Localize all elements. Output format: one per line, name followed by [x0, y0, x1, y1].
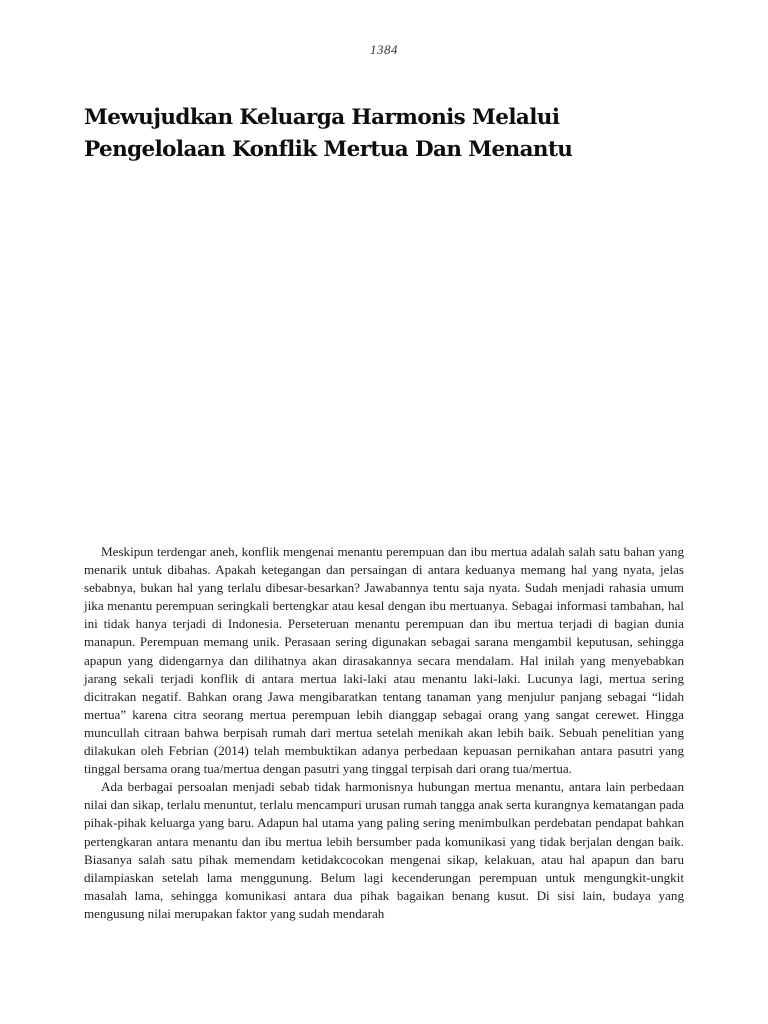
article-body: [84, 543, 684, 923]
paragraph-1: Meskipun terdengar aneh, konflik mengenai menantu perempuan dan ibu mertua adalah salah satu bahan yang menarik untuk dibahas. Apakah ketegangan dan persaingan di antara keduanya memang hal yang nyata, jelas sebabnya, bukan hal yang terlalu dibesar-besarkan? Jawabannya tentu saja nyata. Sudah menjadi rahasia umum jika menantu perempuan seringkali bertengkar atau kesal dengan ibu mertuanya. Sebagai informasi tambahan, hal ini tidak hanya terjadi di Indonesia. Perseteruan menantu perempuan dan ibu mertua terjadi di bagian dunia manapun. Perempuan memang unik. Perasaan sering digunakan sebagai sarana mengambil keputusan, sehingga apapun yang didengarnya dan dilihatnya akan dirasakannya secara mendalam. Hal inilah yang menyebabkan jarang sekali terjadi konflik di antara mertua laki-laki atau menantu laki-laki. Lucunya lagi, mertua sering dicitrakan negatif. Bahkan orang Jawa mengibaratkan tentang tanaman yang menjulur panjang sebagai “lidah mertua” karena citra seorang mertua perempuan lebih dianggap sebagai orang yang sangat cerewet. Hingga muncullah citraan bahwa berpisah rumah dari mertua setelah menikah akan lebih baik. Sebuah penelitian yang dilakukan oleh Febrian (2014) telah membuktikan adanya perbedaan kepuasan pernikahan antara pasutri yang tinggal bersama orang tua/mertua dengan pasutri yang tinggal terpisah dari orang tua/mertua.: [84, 544, 684, 777]
title-line-2: Pengelolaan Konflik Mertua Dan Menantu: [84, 137, 573, 162]
title-line-1: Mewujudkan Keluarga Harmonis Melalui: [84, 105, 560, 130]
article-title: [84, 102, 684, 166]
paragraph-2: Ada berbagai persoalan menjadi sebab tidak harmonisnya hubungan mertua menantu, antara lain perbedaan nilai dan sikap, terlalu menuntut, terlalu mencampuri urusan rumah tangga anak serta kurangnya kematangan pada pihak-pihak keluarga yang baru. Adapun hal utama yang paling sering menimbulkan perdebatan pendapat bahkan pertengkaran antara menantu dan ibu mertua lebih bersumber pada komunikasi yang tidak berjalan dengan baik. Biasanya salah satu pihak memendam ketidakcocokan mengenai sikap, kelakuan, atau hal apapun dan baru dilampiaskan setelah lama menggunung. Belum lagi kecenderungan perempuan untuk mengungkit-ungkit masalah lama, sehingga komunikasi antara dua pihak bagaikan benang kusut. Di sisi lain, budaya yang mengusung nilai merupakan faktor yang sudah mendarah: [84, 779, 684, 921]
page-number: 1384: [370, 42, 398, 57]
